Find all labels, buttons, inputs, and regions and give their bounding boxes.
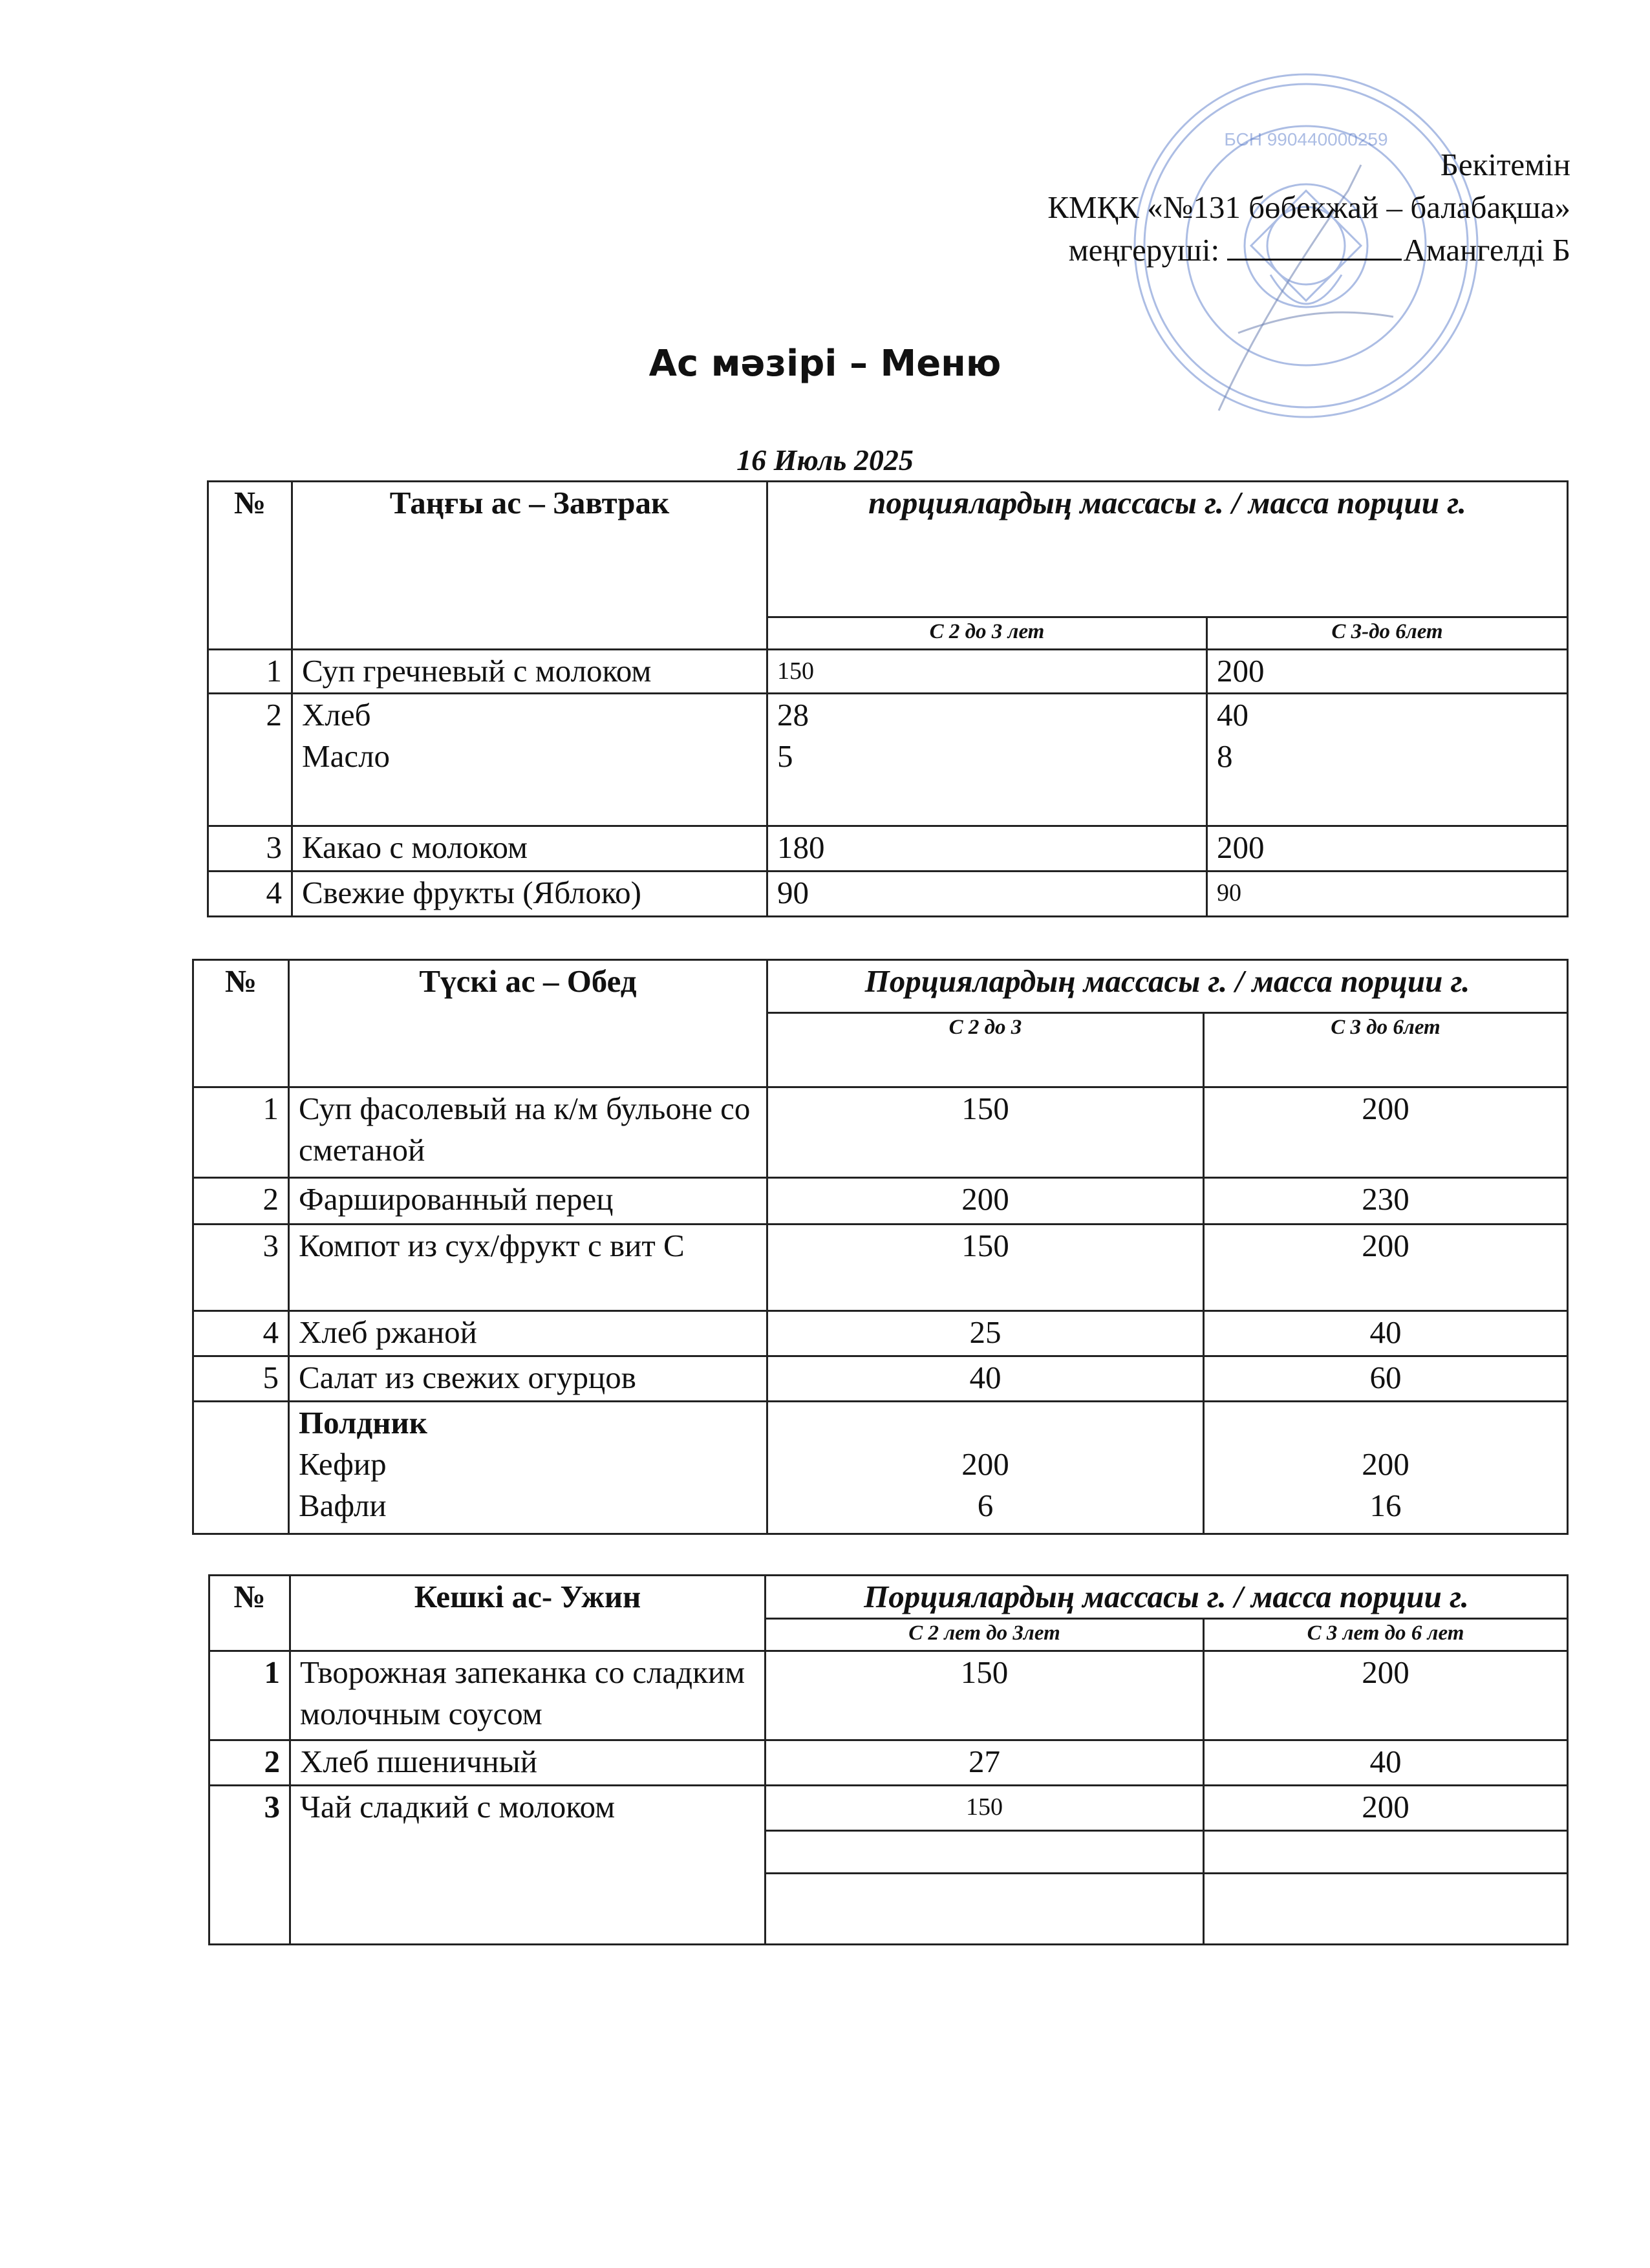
row-number <box>193 1402 289 1534</box>
age-col-1: С 2 до 3 лет <box>767 617 1207 650</box>
row-number: 3 <box>209 1786 290 1945</box>
mass-2-3 <box>767 694 1207 826</box>
mass-2-3: 90 <box>767 872 1207 917</box>
mass-3-6: 230 <box>1204 1178 1568 1225</box>
empty-cell <box>1204 1831 1568 1874</box>
mass-2-3: 150 <box>766 1786 1204 1831</box>
mass-2-3: 180 <box>767 826 1207 872</box>
dish-name: Творожная запеканка со сладким молочным соусом <box>290 1651 766 1740</box>
row-number: 2 <box>208 694 292 826</box>
snack-title: Полдник <box>299 1405 427 1440</box>
mass-value: 40 <box>1217 697 1248 733</box>
approval-line1: Бекітемін <box>1440 147 1570 182</box>
col-meal: Кешкі ас- Ужин <box>290 1576 766 1651</box>
dish-name: Суп гречневый с молоком <box>292 650 767 694</box>
table-row <box>209 1740 1568 1786</box>
row-number: 4 <box>208 872 292 917</box>
mass-2-3: 40 <box>767 1356 1204 1402</box>
dish-name-1: Хлеб <box>302 697 371 733</box>
approval-line2: КМҚК «№131 бөбекжай – балабақша» <box>1047 189 1570 225</box>
mass-2-3: 150 <box>767 1087 1204 1178</box>
dish-name: Какао с молоком <box>292 826 767 872</box>
mass-3-6: 200 <box>1204 1087 1568 1178</box>
dish-name: Фаршированный перец <box>289 1178 767 1225</box>
mass-value: 200 <box>961 1446 1009 1482</box>
signature-line <box>1227 229 1402 261</box>
empty-cell <box>766 1831 1204 1874</box>
row-number: 3 <box>193 1225 289 1311</box>
mass-3-6: 200 <box>1204 1651 1568 1740</box>
menu-date: 16 Июль 2025 <box>736 444 914 476</box>
row-number: 1 <box>193 1087 289 1178</box>
age-col-1: С 2 до 3 <box>767 1013 1204 1087</box>
age-col-2: С 3 до 6лет <box>1204 1013 1568 1087</box>
snack-item: Кефир <box>299 1446 387 1482</box>
table-row <box>208 872 1568 917</box>
dish-name: Компот из сух/фрукт с вит С <box>289 1225 767 1311</box>
row-number: 5 <box>193 1356 289 1402</box>
row-number: 1 <box>208 650 292 694</box>
mass-3-6 <box>1207 694 1568 826</box>
lunch-table <box>192 959 1569 1535</box>
table-row <box>209 1651 1568 1740</box>
approval-role: меңгеруші: <box>1068 232 1220 268</box>
mass-3-6: 200 <box>1207 650 1568 694</box>
dish-name: Свежие фрукты (Яблоко) <box>292 872 767 917</box>
empty-cell <box>766 1874 1204 1945</box>
col-mass: порциялардың массасы г. / масса порции г. <box>767 482 1568 617</box>
table-row <box>208 650 1568 694</box>
mass-3-6: 40 <box>1204 1740 1568 1786</box>
approval-line3 <box>1047 229 1570 272</box>
table-row <box>193 1225 1568 1311</box>
table-row <box>193 1356 1568 1402</box>
seal-number: БСН 990440000259 <box>1224 129 1388 149</box>
page-title: Ас мәзірі – Меню <box>648 343 1002 385</box>
approval-name: Амангелді Б <box>1403 232 1570 268</box>
mass-3-6: 90 <box>1207 872 1568 917</box>
row-number: 2 <box>193 1178 289 1225</box>
age-col-2: С 3-до 6лет <box>1207 617 1568 650</box>
row-number: 4 <box>193 1311 289 1356</box>
mass-3-6: 200 <box>1207 826 1568 872</box>
mass-2-3: 25 <box>767 1311 1204 1356</box>
mass-3-6 <box>1204 1402 1568 1534</box>
row-number: 1 <box>209 1651 290 1740</box>
mass-2-3: 27 <box>766 1740 1204 1786</box>
col-no: № <box>208 482 292 650</box>
dish-name: Хлеб пшеничный <box>290 1740 766 1786</box>
mass-2-3: 150 <box>767 1225 1204 1311</box>
col-mass: Порциялардың массасы г. / масса порции г. <box>767 960 1568 1013</box>
dish-name-2: Масло <box>302 738 391 774</box>
snack-items <box>289 1402 767 1534</box>
breakfast-table <box>207 480 1569 917</box>
snack-item: Вафли <box>299 1488 387 1523</box>
mass-value: 200 <box>1362 1446 1409 1482</box>
table-row <box>193 1311 1568 1356</box>
mass-3-6: 60 <box>1204 1356 1568 1402</box>
table-row <box>208 826 1568 872</box>
mass-2-3: 200 <box>767 1178 1204 1225</box>
mass-2-3: 150 <box>766 1651 1204 1740</box>
mass-value: 28 <box>777 697 809 733</box>
row-number: 2 <box>209 1740 290 1786</box>
col-meal: Таңғы ас – Завтрак <box>292 482 767 650</box>
col-meal: Түскі ас – Обед <box>289 960 767 1087</box>
mass-value: 6 <box>977 1488 994 1523</box>
mass-value: 8 <box>1217 738 1233 774</box>
mass-3-6: 200 <box>1204 1786 1568 1831</box>
dish-name <box>292 694 767 826</box>
empty-cell <box>1204 1874 1568 1945</box>
table-row <box>193 1087 1568 1178</box>
table-row <box>208 694 1568 826</box>
col-no: № <box>193 960 289 1087</box>
snack-row <box>193 1402 1568 1534</box>
dish-name: Чай сладкий с молоком <box>290 1786 766 1945</box>
row-number: 3 <box>208 826 292 872</box>
age-col-2: С 3 лет до 6 лет <box>1204 1619 1568 1651</box>
col-mass: Порциялардың массасы г. / масса порции г. <box>766 1576 1568 1619</box>
col-no: № <box>209 1576 290 1651</box>
mass-3-6: 40 <box>1204 1311 1568 1356</box>
table-row <box>209 1786 1568 1831</box>
table-row <box>193 1178 1568 1225</box>
mass-value: 16 <box>1369 1488 1402 1523</box>
dish-name: Суп фасолевый на к/м бульоне со сметаной <box>289 1087 767 1178</box>
approval-block <box>1047 144 1570 272</box>
dish-name: Хлеб ржаной <box>289 1311 767 1356</box>
dish-name: Салат из свежих огурцов <box>289 1356 767 1402</box>
dinner-table <box>208 1574 1569 1945</box>
mass-value: 5 <box>777 738 793 774</box>
mass-3-6: 200 <box>1204 1225 1568 1311</box>
age-col-1: С 2 лет до 3лет <box>766 1619 1204 1651</box>
mass-2-3: 150 <box>767 650 1207 694</box>
mass-2-3 <box>767 1402 1204 1534</box>
